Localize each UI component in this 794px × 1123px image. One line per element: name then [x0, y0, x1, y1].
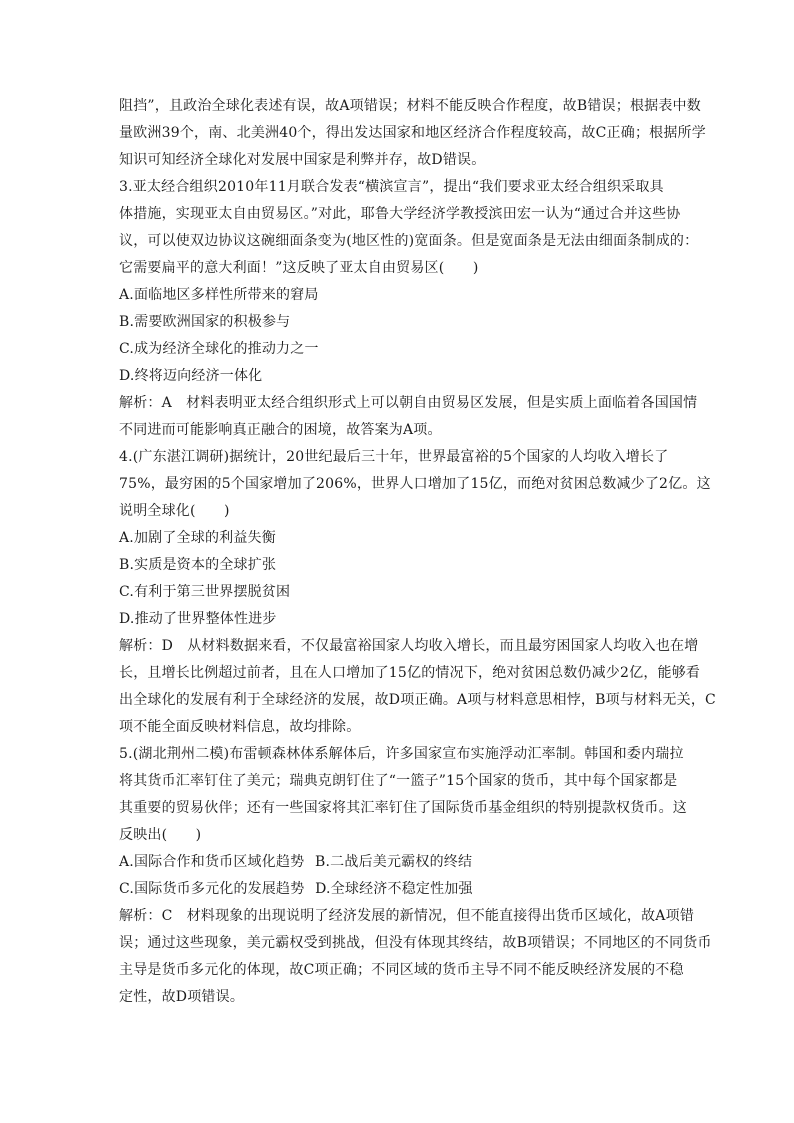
question-5 [119, 741, 712, 1011]
text-line: 误；通过这些现象，美元霸权受到挑战，但没有体现其终结，故B项错误；不同地区的不同货币 [119, 935, 712, 951]
text-line: 体措施，实现亚太自由贸易区。”对此，耶鲁大学经济学教授滨田宏一认为“通过合并这些协 [119, 206, 681, 222]
option-c: C.国际货币多元化的发展趋势 [119, 881, 305, 897]
text-line: 定性，故D项错误。 [119, 989, 245, 1005]
text-line: 75%，最穷困的5个国家增加了206%，世界人口增加了15亿，而绝对贫困总数减少了2亿。这 [119, 476, 711, 492]
text-line: 解析：D 从材料数据来看，不仅最富裕国家人均收入增长，而且最穷困国家人均收入也在增 [119, 638, 699, 654]
document-page [119, 93, 716, 1011]
text-line: 解析：C 材料现象的出现说明了经济发展的新情况，但不能直接得出货币区域化，故A项错 [119, 908, 695, 924]
option-a: A.国际合作和货币区域化趋势 [119, 854, 305, 870]
text-line: 知识可知经济全球化对发展中国家是利弊并存，故D错误。 [119, 152, 486, 168]
question-stem [119, 444, 711, 525]
option-row-cd [119, 876, 689, 903]
question-stem [119, 741, 689, 849]
text-line: 量欧洲39个，南、北美洲40个，得出发达国家和地区经济合作程度较高，故C正确；根据所学 [119, 125, 706, 141]
option-a: A.面临地区多样性所带来的窘局 [119, 287, 319, 303]
text-line: 议，可以使双边协议这碗细面条变为(地区性的)宽面条。但是宽面条是无法由细面条制成的： [119, 233, 699, 249]
text-line: 3.亚太经合组织2010年11月联合发表“横滨宣言”，提出“我们要求亚太经合组织采取具 [119, 179, 664, 195]
analysis [119, 633, 716, 741]
previous-analysis-continuation [119, 93, 706, 174]
text-line: 反映出( ) [119, 827, 202, 843]
text-line: 解析：A 材料表明亚太经合组织形式上可以朝自由贸易区发展，但是实质上面临着各国国情 [119, 395, 698, 411]
option-d: D.终将迈向经济一体化 [119, 368, 263, 384]
text-line: 4.(广东湛江调研)据统计，20世纪最后三十年，世界最富裕的5个国家的人均收入增长了 [119, 449, 669, 465]
option-row-ab [119, 849, 689, 876]
text-line: 项不能全面反映材料信息，故均排除。 [119, 719, 361, 735]
text-line: 其重要的贸易伙伴；还有一些国家将其汇率钉住了国际货币基金组织的特别提款权货币。这 [119, 800, 687, 816]
text-line: 说明全球化( ) [119, 503, 230, 519]
text-line: 5.(湖北荆州二模)布雷顿森林体系解体后，许多国家宣布实施浮动汇率制。韩国和委内瑞拉 [119, 746, 684, 762]
option-b: B.实质是资本的全球扩张 [119, 557, 277, 573]
option-a: A.加剧了全球的利益失衡 [119, 530, 276, 546]
option-c: C.成为经济全球化的推动力之一 [119, 341, 319, 357]
text-line: 将其货币汇率钉住了美元；瑞典克朗钉住了“一篮子”15个国家的货币，其中每个国家都是 [119, 773, 678, 789]
text-line: 长，且增长比例超过前者，且在人口增加了15亿的情况下，绝对贫困总数仍减少2亿，能够看 [119, 665, 701, 681]
option-d: D.全球经济不稳定性加强 [315, 881, 473, 897]
analysis [119, 903, 712, 1011]
text-line: 主导是货币多元化的体现，故C项正确；不同区域的货币主导不同不能反映经济发展的不稳 [119, 962, 684, 978]
text-line: 阻挡”，且政治全球化表述有误，故A项错误；材料不能反映合作程度，故B错误；根据表中数 [119, 98, 701, 114]
text-line: 它需要扁平的意大利面！”这反映了亚太自由贸易区( ) [119, 260, 479, 276]
question-4 [119, 444, 716, 741]
question-3 [119, 174, 699, 444]
text-line: 不同进而可能影响真正融合的困境，故答案为A项。 [119, 422, 442, 438]
analysis [119, 390, 698, 444]
option-b: B.二战后美元霸权的终结 [315, 854, 473, 870]
text-line: 出全球化的发展有利于全球经济的发展，故D项正确。A项与材料意思相悖，B项与材料无关，C [119, 692, 716, 708]
option-d: D.推动了世界整体性进步 [119, 611, 277, 627]
option-b: B.需要欧洲国家的积极参与 [119, 314, 291, 330]
option-c: C.有利于第三世界摆脱贫困 [119, 584, 291, 600]
question-stem [119, 174, 699, 282]
